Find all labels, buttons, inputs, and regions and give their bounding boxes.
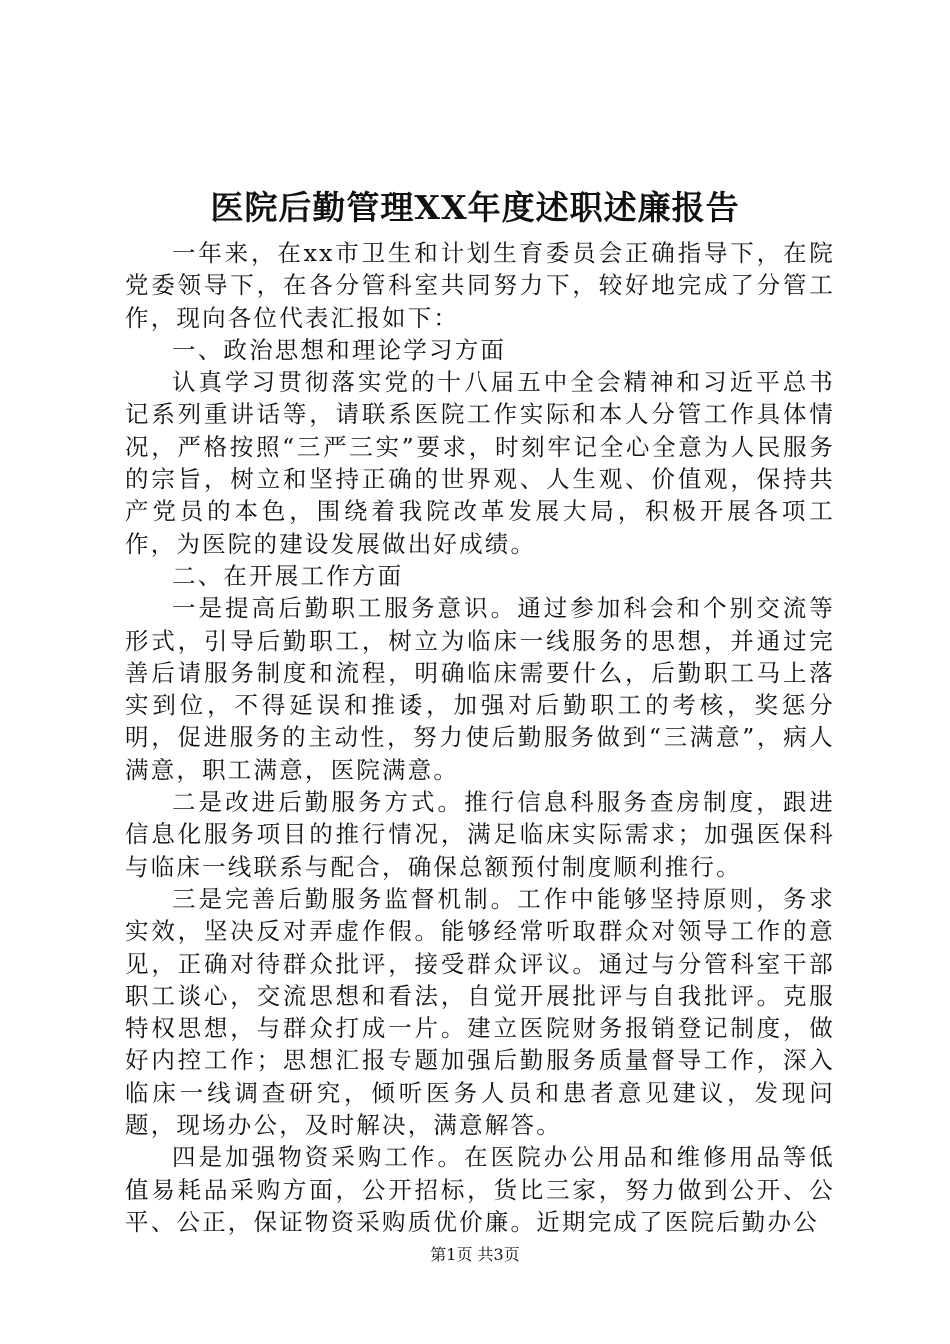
- paragraph-work-4: 四是加强物资采购工作。在医院办公用品和维修用品等低值易耗品采购方面，公开招标，货比三家，努力做到公开、公平、公正，保证物资采购质优价廉。近期完成了医院后勤办公: [125, 1143, 835, 1236]
- document-title: 医院后勤管理XX年度述职述廉报告: [210, 188, 740, 227]
- paragraph-work-1: 一是提高后勤职工服务意识。通过参加科会和个别交流等形式，引导后勤职工，树立为临床一线服务的思想，并通过完善后请服务制度和流程，明确临床需要什么，后勤职工马上落实到位，不得延误和推诿，加强对后勤职工的考核，奖惩分明，促进服务的主动性，努力使后勤服务做到“三满意”，病人满意，职工满意，医院满意。: [125, 594, 835, 784]
- paragraph-politics: 认真学习贯彻落实党的十八届五中全会精神和习近平总书记系列重讲话等，请联系医院工作实际和本人分管工作具体情况，严格按照“三严三实”要求，时刻牢记全心全意为人民服务的宗旨，树立和坚持正确的世界观、人生观、价值观，保持共产党员的本色，围绕着我院改革发展大局，积极开展各项工作，为医院的建设发展做出好成绩。: [125, 368, 835, 558]
- paragraph-work-3: 三是完善后勤服务监督机制。工作中能够坚持原则，务求实效，坚决反对弄虚作假。能够经常听取群众对领导工作的意见，正确对待群众批评，接受群众评议。通过与分管科室干部职工谈心，交流思想和看法，自觉开展批评与自我批评。克服特权思想，与群众打成一片。建立医院财务报销登记制度，做好内控工作；思想汇报专题加强后勤服务质量督导工作，深入临床一线调查研究，倾听医务人员和患者意见建议，发现问题，现场办公，及时解决，满意解答。: [125, 884, 835, 1140]
- paragraph-work-2: 二是改进后勤服务方式。推行信息科服务查房制度，跟进信息化服务项目的推行情况，满足临床实际需求；加强医保科与临床一线联系与配合，确保总额预付制度顺利推行。: [125, 788, 835, 881]
- section-heading-politics: 一、政治思想和理论学习方面: [172, 335, 507, 364]
- page-footer: 第1页 共3页: [430, 1245, 520, 1264]
- paragraph-intro: 一年来，在xx市卫生和计划生育委员会正确指导下，在院党委领导下，在各分管科室共同努力下，较好地完成了分管工作，现向各位代表汇报如下：: [125, 239, 835, 332]
- document-body: [125, 237, 835, 1238]
- section-heading-work: 二、在开展工作方面: [172, 561, 404, 590]
